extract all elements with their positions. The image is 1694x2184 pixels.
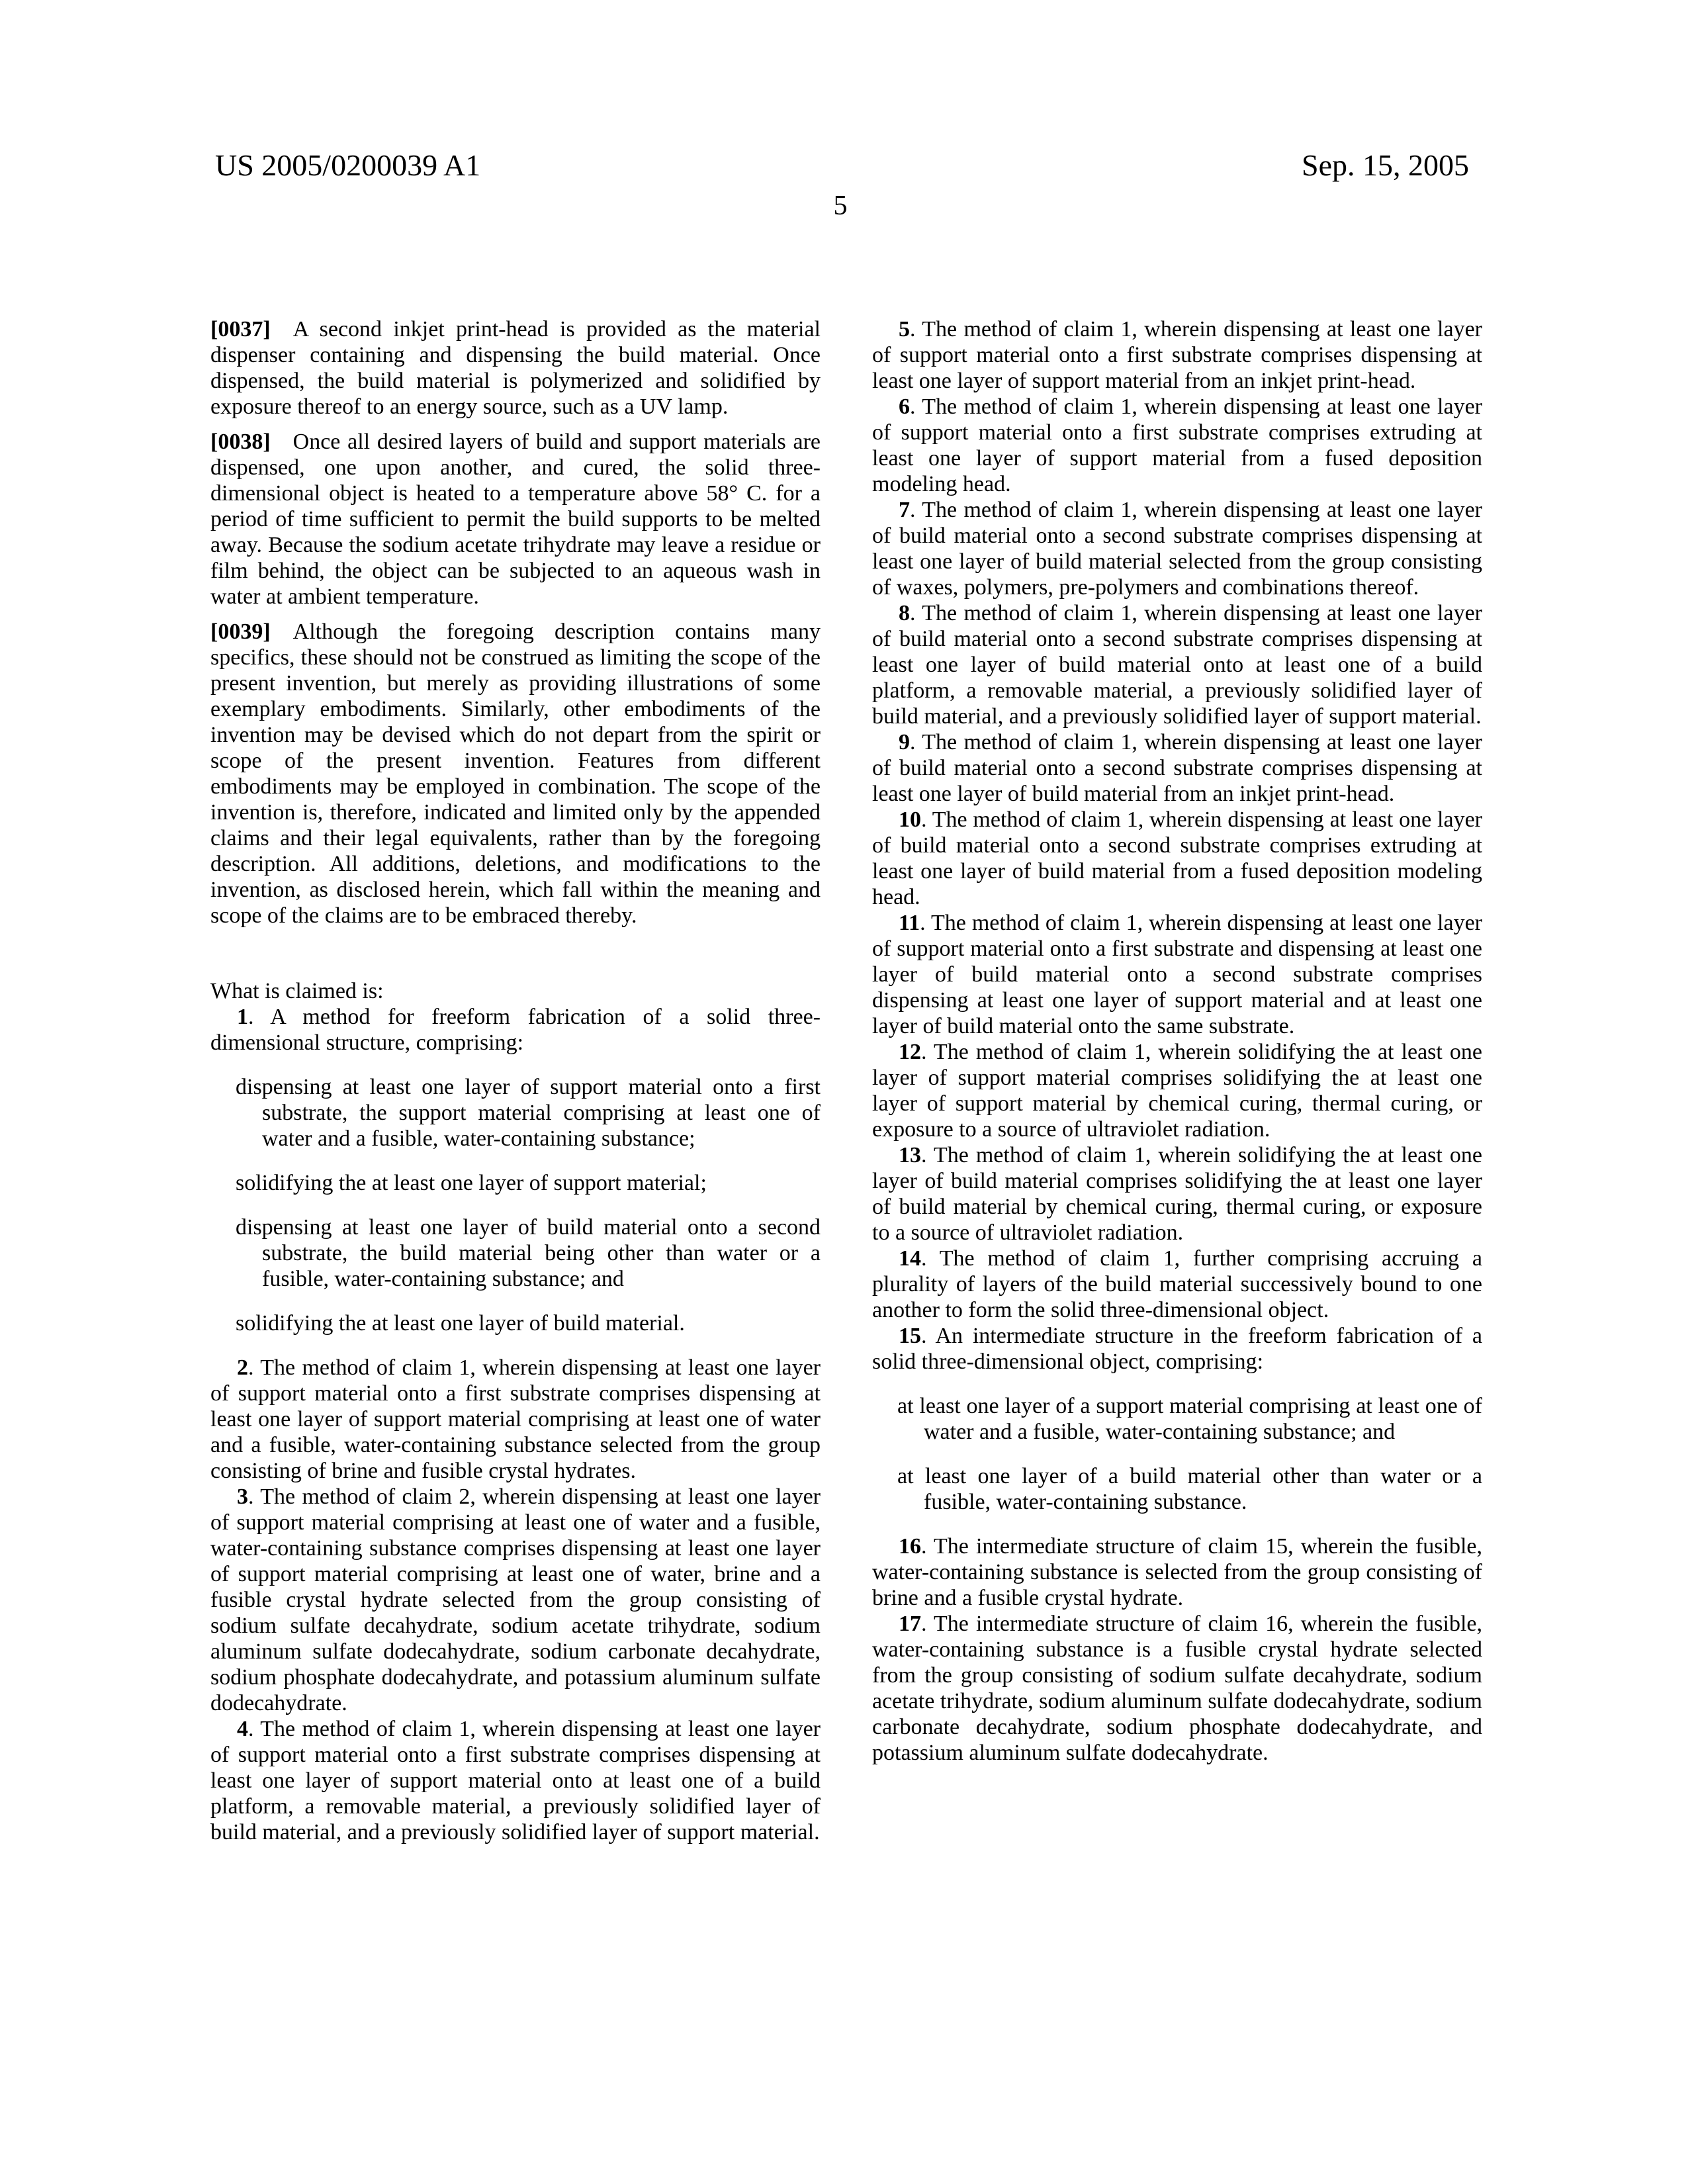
claim-text: . The method of claim 1, wherein dispensing at least one layer of support material onto a first substrate comprises extruding at least one layer of support material from a fused deposition modeling head. [872, 394, 1482, 496]
claim-12 [872, 1039, 1482, 1142]
paragraph-tag: [0039] [210, 619, 271, 644]
publication-date: Sep. 15, 2005 [1302, 148, 1469, 182]
claim-number: 6 [899, 394, 910, 419]
paragraph-0039 [210, 619, 821, 929]
claim-number: 14 [899, 1246, 921, 1271]
claim-text: . The method of claim 1, wherein dispensing at least one layer of build material onto a second substrate comprises dispensing at least one layer of build material from an inkjet print-head. [872, 730, 1482, 806]
paragraph-text: Although the foregoing description contains many specifics, these should not be construed as limiting the scope of the present invention, but merely as providing illustrations of some exemplary embodiments. Similarly, other embodiments of the invention may be devised which do not depart from the spirit or scope of the present invention. Features from different embodiments may be employed in combination. The scope of the invention is, therefore, indicated and limited only by the appended claims and their legal equivalents, rather than by the foregoing description. All additions, deletions, and modifications to the invention, as disclosed herein, which fall within the meaning and scope of the claims are to be embraced thereby. [210, 619, 821, 928]
claim-text: . The method of claim 1, further comprising accruing a plurality of layers of the build material successively bound to one another to form the solid three-dimensional object. [872, 1246, 1482, 1322]
claim-15-clause-2: at least one layer of a build material other than water or a fusible, water-containing substance. [897, 1464, 1482, 1514]
claim-9 [872, 729, 1482, 807]
claim-number: 9 [899, 730, 910, 754]
claim-text: . The intermediate structure of claim 15, wherein the fusible, water-containing substance is selected from the group consisting of brine and a fusible crystal hydrate. [872, 1534, 1482, 1610]
claim-6 [872, 394, 1482, 497]
claim-number: 15 [899, 1324, 921, 1348]
claim-1-clauses [210, 1074, 821, 1336]
paragraph-text: Once all desired layers of build and support materials are dispensed, one upon another, and cured, the solid three-dimensional object is heated to a temperature above 58° C. for a period of time sufficient to permit the build supports to be melted away. Because the sodium acetate trihydrate may leave a residue or film behind, the object can be subjected to an aqueous wash in water at ambient temperature. [210, 430, 821, 609]
claim-number: 13 [899, 1143, 921, 1167]
claim-16 [872, 1533, 1482, 1611]
claim-text: . The method of claim 2, wherein dispensing at least one layer of support material comprising at least one of water and a fusible, water-containing substance comprises dispensing at least one layer of support material comprising at least one of water, brine and a fusible crystal hydrate selected from the group consisting of sodium sulfate decahydrate, sodium acetate trihydrate, sodium aluminum sulfate dodecahydrate, sodium carbonate decahydrate, sodium phosphate dodecahydrate, and potassium aluminum sulfate dodecahydrate. [210, 1484, 821, 1715]
claim-1-clause-2: solidifying the at least one layer of support material; [236, 1171, 707, 1195]
claim-10 [872, 807, 1482, 910]
claim-text: . The method of claim 1, wherein dispensing at least one layer of build material onto a second substrate comprises dispensing at least one layer of build material selected from the group consisting of waxes, polymers, pre-polymers and combinations thereof. [872, 498, 1482, 600]
claim-text: . The method of claim 1, wherein dispensing at least one layer of support material onto a first substrate comprises dispensing at least one layer of support material from an inkjet print-head. [872, 317, 1482, 393]
claim-text: . The method of claim 1, wherein dispensing at least one layer of support material onto a first substrate comprises dispensing at least one layer of support material onto at least one of a build platform, a removable material, a previously solidified layer of build material, and a previously solidified layer of support material. [210, 1717, 821, 1844]
claim-17 [872, 1611, 1482, 1766]
claim-number: 7 [899, 498, 910, 522]
claim-5 [872, 316, 1482, 394]
claim-text: . The method of claim 1, wherein dispensing at least one layer of support material onto a first substrate comprises dispensing at least one layer of support material comprising at least one of water and a fusible, water-containing substance selected from the group consisting of brine and fusible crystal hydrates. [210, 1355, 821, 1483]
claim-1-clause-4: solidifying the at least one layer of build material. [236, 1311, 685, 1336]
claim-text: . The method of claim 1, wherein dispensing at least one layer of build material onto a second substrate comprises extruding at least one layer of build material from a fused deposition modeling head. [872, 807, 1482, 909]
claim-number: 5 [899, 317, 910, 341]
claim-number: 11 [899, 911, 920, 935]
claim-number: 3 [237, 1484, 248, 1509]
paragraph-text: A second inkjet print-head is provided as the material dispenser containing and dispensing the build material. Once dispensed, the build material is polymerized and solidified by exposure thereof to an energy source, such as a UV lamp. [210, 317, 821, 419]
claim-number: 10 [899, 807, 921, 832]
claim-number: 16 [899, 1534, 921, 1559]
page-header [215, 148, 1469, 183]
claim-number: 17 [899, 1612, 921, 1636]
claim-1-clause-3: dispensing at least one layer of build material onto a second substrate, the build material being other than water or a fusible, water-containing substance; and [236, 1215, 821, 1291]
claims-heading: What is claimed is: [210, 979, 384, 1003]
claim-number: 4 [237, 1717, 248, 1741]
claim-text: . The intermediate structure of claim 16, wherein the fusible, water-containing substance is a fusible crystal hydrate selected from the group consisting of sodium sulfate decahydrate, sodium acetate trihydrate, sodium aluminum sulfate dodecahydrate, sodium carbonate decahydrate, sodium phosphate dodecahydrate, and potassium aluminum sulfate dodecahydrate. [872, 1612, 1482, 1765]
claim-text: . The method of claim 1, wherein dispensing at least one layer of support material onto a first substrate and dispensing at least one layer of build material onto a second substrate comprises dispensing at least one layer of support material and at least one layer of build material onto the same substrate. [872, 911, 1482, 1038]
left-column [210, 316, 821, 1845]
claim-number: 2 [237, 1355, 248, 1380]
paragraph-0037 [210, 316, 821, 420]
claim-14 [872, 1246, 1482, 1323]
claim-text: . The method of claim 1, wherein solidifying the at least one layer of support material comprises solidifying the at least one layer of support material by chemical curing, thermal curing, or exposure to a source of ultraviolet radiation. [872, 1040, 1482, 1142]
claim-text: . The method of claim 1, wherein solidifying the at least one layer of build material comprises solidifying the at least one layer of build material by chemical curing, thermal curing, or exposure to a source of ultraviolet radiation. [872, 1143, 1482, 1245]
claim-3 [210, 1484, 821, 1716]
paragraph-tag: [0037] [210, 317, 271, 341]
claim-text: . The method of claim 1, wherein dispensing at least one layer of build material onto a second substrate comprises dispensing at least one layer of build material onto at least one of a build platform, a removable material, a previously solidified layer of build material, and a previously solidified layer of support material. [872, 601, 1482, 729]
paragraph-0038 [210, 429, 821, 610]
claim-11 [872, 910, 1482, 1039]
claim-15-clauses [872, 1393, 1482, 1515]
claim-1 [210, 1004, 821, 1056]
claim-number: 12 [899, 1040, 921, 1064]
claim-15 [872, 1323, 1482, 1375]
claim-number: 8 [899, 601, 910, 625]
claim-1-clause-1: dispensing at least one layer of support material onto a first substrate, the support material comprising at least one of water and a fusible, water-containing substance; [236, 1075, 821, 1151]
paragraph-tag: [0038] [210, 430, 271, 454]
claim-8 [872, 600, 1482, 729]
claim-13 [872, 1142, 1482, 1246]
claim-text: . A method for freeform fabrication of a solid three-dimensional structure, comprising: [210, 1005, 821, 1055]
claim-text: . An intermediate structure in the freeform fabrication of a solid three-dimensional object, comprising: [872, 1324, 1482, 1374]
claim-2 [210, 1355, 821, 1484]
publication-number: US 2005/0200039 A1 [215, 148, 481, 182]
claim-4 [210, 1716, 821, 1845]
claim-7 [872, 497, 1482, 600]
claim-number: 1 [237, 1005, 248, 1029]
page-number: 5 [833, 191, 848, 221]
right-column [872, 316, 1482, 1766]
claim-15-clause-1: at least one layer of a support material comprising at least one of water and a fusible, water-containing substance; and [897, 1394, 1482, 1444]
